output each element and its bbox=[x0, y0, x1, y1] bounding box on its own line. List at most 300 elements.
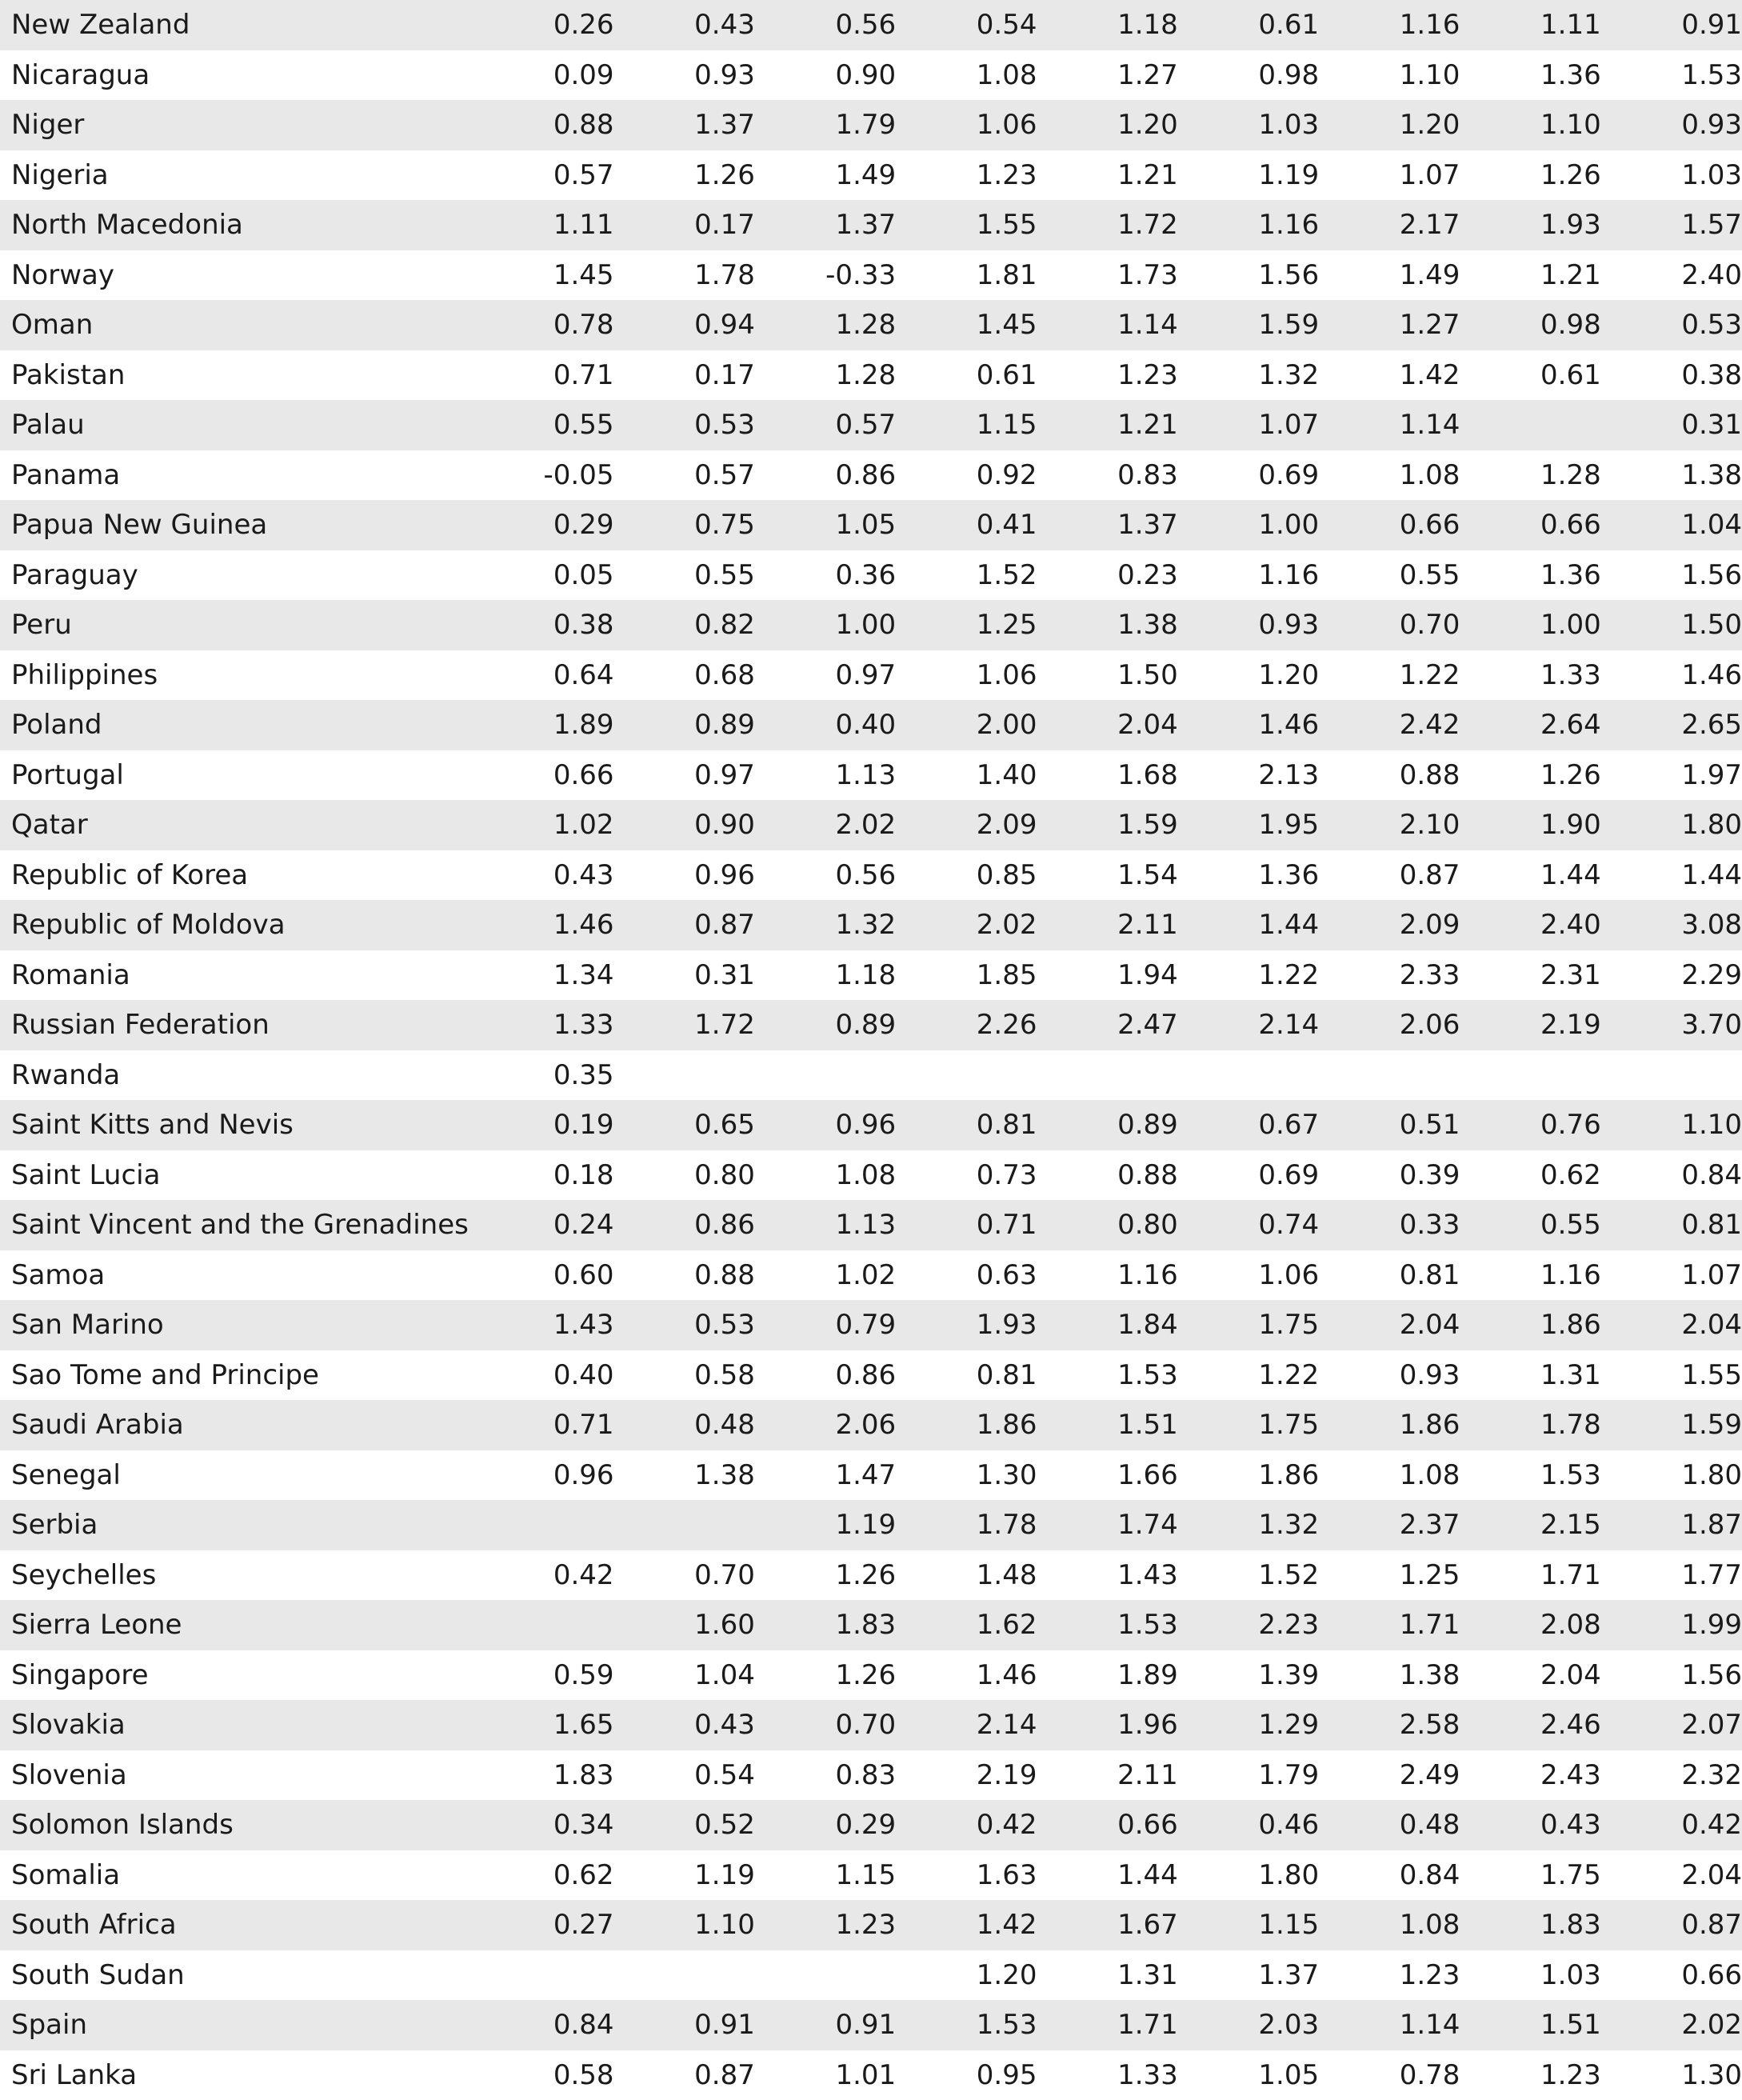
country-cell: Rwanda bbox=[0, 1059, 473, 1091]
table-row bbox=[0, 1600, 1742, 1650]
value-cell: 1.83 bbox=[473, 1759, 613, 1791]
value-cell: 1.28 bbox=[1460, 459, 1600, 491]
value-cell: 1.46 bbox=[473, 909, 613, 941]
value-cell: 1.31 bbox=[1460, 1359, 1600, 1391]
value-cell: 0.93 bbox=[614, 59, 755, 91]
value-cell: 0.88 bbox=[473, 109, 613, 141]
value-cell: 0.75 bbox=[614, 509, 755, 541]
value-cell: 0.89 bbox=[614, 709, 755, 741]
value-cell: 0.61 bbox=[896, 359, 1037, 391]
value-cell: 1.46 bbox=[1178, 709, 1319, 741]
country-cell: Samoa bbox=[0, 1259, 473, 1291]
value-cell: 1.32 bbox=[1178, 1509, 1319, 1541]
value-cell: 0.89 bbox=[1037, 1109, 1177, 1141]
value-cell: 0.57 bbox=[473, 159, 613, 191]
table-row bbox=[0, 500, 1742, 550]
country-cell: Solomon Islands bbox=[0, 1809, 473, 1841]
value-cell: 1.13 bbox=[755, 759, 896, 791]
value-cell: 1.08 bbox=[1319, 1909, 1460, 1941]
value-cell: 0.27 bbox=[473, 1909, 613, 1941]
country-cell: Sao Tome and Principe bbox=[0, 1359, 473, 1391]
value-cell: 0.70 bbox=[1319, 609, 1460, 641]
table-row bbox=[0, 1850, 1742, 1901]
value-cell: 0.70 bbox=[755, 1709, 896, 1741]
value-cell: 0.53 bbox=[614, 409, 755, 441]
value-cell: 2.14 bbox=[896, 1709, 1037, 1741]
value-cell: 0.58 bbox=[473, 2059, 613, 2091]
value-cell: 0.58 bbox=[614, 1359, 755, 1391]
table-row bbox=[0, 700, 1742, 750]
value-cell: 1.73 bbox=[1037, 259, 1177, 291]
value-cell: 0.31 bbox=[1601, 409, 1742, 441]
table-row bbox=[0, 1250, 1742, 1301]
value-cell: 1.79 bbox=[1178, 1759, 1319, 1791]
value-cell: 3.70 bbox=[1601, 1009, 1742, 1041]
value-cell: 0.24 bbox=[473, 1209, 613, 1241]
value-cell: 1.72 bbox=[1037, 209, 1177, 241]
value-cell: 1.21 bbox=[1037, 409, 1177, 441]
value-cell: 1.80 bbox=[1178, 1859, 1319, 1891]
value-cell: 1.42 bbox=[896, 1909, 1037, 1941]
value-cell: 0.17 bbox=[614, 359, 755, 391]
value-cell: 0.42 bbox=[1601, 1809, 1742, 1841]
value-cell: 1.25 bbox=[896, 609, 1037, 641]
value-cell: 1.03 bbox=[1460, 1959, 1600, 1991]
value-cell: 1.45 bbox=[896, 309, 1037, 341]
value-cell: 0.87 bbox=[1319, 859, 1460, 891]
value-cell: 1.32 bbox=[755, 909, 896, 941]
value-cell: 2.47 bbox=[1037, 1009, 1177, 1041]
country-cell: Senegal bbox=[0, 1459, 473, 1491]
value-cell: 0.18 bbox=[473, 1159, 613, 1191]
value-cell: 1.59 bbox=[1037, 809, 1177, 841]
value-cell: 2.46 bbox=[1460, 1709, 1600, 1741]
value-cell: 0.38 bbox=[473, 609, 613, 641]
table-row bbox=[0, 1800, 1742, 1850]
country-cell: Singapore bbox=[0, 1659, 473, 1691]
country-cell: South Africa bbox=[0, 1909, 473, 1941]
value-cell: 1.26 bbox=[755, 1659, 896, 1691]
value-cell: 1.34 bbox=[473, 959, 613, 991]
table-row bbox=[0, 100, 1742, 150]
value-cell: 1.32 bbox=[1178, 359, 1319, 391]
value-cell: 2.43 bbox=[1460, 1759, 1600, 1791]
value-cell: 0.66 bbox=[1460, 509, 1600, 541]
country-cell: Sierra Leone bbox=[0, 1609, 473, 1641]
value-cell: 1.25 bbox=[1319, 1559, 1460, 1591]
value-cell: 0.39 bbox=[1319, 1159, 1460, 1191]
value-cell: 2.04 bbox=[1319, 1309, 1460, 1341]
value-cell: 2.02 bbox=[896, 909, 1037, 941]
value-cell: 0.55 bbox=[614, 559, 755, 591]
value-cell: 1.23 bbox=[1037, 359, 1177, 391]
table-row bbox=[0, 200, 1742, 250]
table-row bbox=[0, 1750, 1742, 1801]
value-cell: 0.90 bbox=[614, 809, 755, 841]
value-cell: 1.13 bbox=[755, 1209, 896, 1241]
country-cell: Saudi Arabia bbox=[0, 1409, 473, 1441]
value-cell: 1.29 bbox=[1178, 1709, 1319, 1741]
table-row bbox=[0, 850, 1742, 901]
value-cell: 1.20 bbox=[1037, 109, 1177, 141]
table-row bbox=[0, 300, 1742, 350]
value-cell: 1.36 bbox=[1460, 559, 1600, 591]
value-cell: 0.26 bbox=[473, 9, 613, 41]
value-cell: 2.17 bbox=[1319, 209, 1460, 241]
value-cell: 1.31 bbox=[1037, 1959, 1177, 1991]
value-cell: 1.02 bbox=[473, 809, 613, 841]
value-cell: 1.78 bbox=[1460, 1409, 1600, 1441]
value-cell: 1.65 bbox=[473, 1709, 613, 1741]
table-row bbox=[0, 950, 1742, 1001]
value-cell: 0.43 bbox=[614, 1709, 755, 1741]
table-row bbox=[0, 150, 1742, 201]
value-cell: 0.74 bbox=[1178, 1209, 1319, 1241]
value-cell: 1.15 bbox=[755, 1859, 896, 1891]
value-cell: 0.55 bbox=[1460, 1209, 1600, 1241]
value-cell: 0.69 bbox=[1178, 459, 1319, 491]
country-cell: Russian Federation bbox=[0, 1009, 473, 1041]
value-cell: 1.81 bbox=[896, 259, 1037, 291]
value-cell: 1.37 bbox=[1178, 1959, 1319, 1991]
value-cell: 1.63 bbox=[896, 1859, 1037, 1891]
value-cell: 0.86 bbox=[755, 1359, 896, 1391]
value-cell: 0.46 bbox=[1178, 1809, 1319, 1841]
value-cell: 1.71 bbox=[1460, 1559, 1600, 1591]
value-cell: 0.19 bbox=[473, 1109, 613, 1141]
value-cell: 1.48 bbox=[896, 1559, 1037, 1591]
value-cell: 0.23 bbox=[1037, 559, 1177, 591]
value-cell: 1.00 bbox=[1460, 609, 1600, 641]
value-cell: 1.05 bbox=[1178, 2059, 1319, 2091]
country-cell: Papua New Guinea bbox=[0, 509, 473, 541]
country-cell: Saint Kitts and Nevis bbox=[0, 1109, 473, 1141]
value-cell: 1.42 bbox=[1319, 359, 1460, 391]
value-cell: 1.84 bbox=[1037, 1309, 1177, 1341]
value-cell: 0.38 bbox=[1601, 359, 1742, 391]
value-cell: 0.81 bbox=[896, 1359, 1037, 1391]
value-cell: 1.51 bbox=[1460, 2009, 1600, 2041]
value-cell: 2.08 bbox=[1460, 1609, 1600, 1641]
value-cell: 0.70 bbox=[614, 1559, 755, 1591]
value-cell: 0.81 bbox=[896, 1109, 1037, 1141]
value-cell: 0.61 bbox=[1178, 9, 1319, 41]
table-row bbox=[0, 1350, 1742, 1401]
value-cell: 1.75 bbox=[1178, 1409, 1319, 1441]
table-row bbox=[0, 1450, 1742, 1501]
value-cell: 1.36 bbox=[1460, 59, 1600, 91]
value-cell: 1.46 bbox=[1601, 659, 1742, 691]
value-cell: 1.56 bbox=[1601, 559, 1742, 591]
country-cell: Peru bbox=[0, 609, 473, 641]
value-cell: 1.04 bbox=[614, 1659, 755, 1691]
value-cell: 0.55 bbox=[473, 409, 613, 441]
value-cell: 2.33 bbox=[1319, 959, 1460, 991]
value-cell: 1.07 bbox=[1319, 159, 1460, 191]
value-cell: 0.51 bbox=[1319, 1109, 1460, 1141]
value-cell: 0.91 bbox=[614, 2009, 755, 2041]
value-cell: 1.52 bbox=[1178, 1559, 1319, 1591]
value-cell: 0.48 bbox=[1319, 1809, 1460, 1841]
value-cell: 0.09 bbox=[473, 59, 613, 91]
value-cell: 0.67 bbox=[1178, 1109, 1319, 1141]
value-cell: 0.56 bbox=[755, 859, 896, 891]
value-cell: 1.26 bbox=[1460, 159, 1600, 191]
value-cell: 0.52 bbox=[614, 1809, 755, 1841]
value-cell: 2.37 bbox=[1319, 1509, 1460, 1541]
value-cell: 0.29 bbox=[473, 509, 613, 541]
value-cell: 1.20 bbox=[1178, 659, 1319, 691]
value-cell: 2.03 bbox=[1178, 2009, 1319, 2041]
value-cell: 0.92 bbox=[896, 459, 1037, 491]
value-cell: 0.81 bbox=[1319, 1259, 1460, 1291]
value-cell: 1.90 bbox=[1460, 809, 1600, 841]
table-row bbox=[0, 1100, 1742, 1150]
table-row bbox=[0, 250, 1742, 301]
value-cell: 0.84 bbox=[1601, 1159, 1742, 1191]
value-cell: 1.16 bbox=[1178, 209, 1319, 241]
country-cell: Norway bbox=[0, 259, 473, 291]
value-cell: 1.75 bbox=[1460, 1859, 1600, 1891]
value-cell: 1.16 bbox=[1319, 9, 1460, 41]
value-cell: 1.62 bbox=[896, 1609, 1037, 1641]
value-cell: 1.30 bbox=[1601, 2059, 1742, 2091]
value-cell: 2.40 bbox=[1460, 909, 1600, 941]
value-cell: 1.43 bbox=[473, 1309, 613, 1341]
value-cell: 1.78 bbox=[614, 259, 755, 291]
value-cell: 0.76 bbox=[1460, 1109, 1600, 1141]
value-cell: 0.83 bbox=[1037, 459, 1177, 491]
value-cell: 2.19 bbox=[896, 1759, 1037, 1791]
table-row bbox=[0, 1050, 1742, 1101]
value-cell: 1.86 bbox=[1460, 1309, 1600, 1341]
value-cell: 1.59 bbox=[1178, 309, 1319, 341]
value-cell: 1.03 bbox=[1601, 159, 1742, 191]
value-cell: 1.72 bbox=[614, 1009, 755, 1041]
value-cell: 0.63 bbox=[896, 1259, 1037, 1291]
value-cell: 0.62 bbox=[473, 1859, 613, 1891]
country-cell: Philippines bbox=[0, 659, 473, 691]
country-cell: New Zealand bbox=[0, 9, 473, 41]
value-cell: 1.53 bbox=[1460, 1459, 1600, 1491]
value-cell: 1.94 bbox=[1037, 959, 1177, 991]
value-cell: 1.37 bbox=[755, 209, 896, 241]
value-cell: 2.02 bbox=[1601, 2009, 1742, 2041]
value-cell: 1.16 bbox=[1460, 1259, 1600, 1291]
value-cell: 0.42 bbox=[473, 1559, 613, 1591]
value-cell: 0.87 bbox=[1601, 1909, 1742, 1941]
table-row bbox=[0, 1550, 1742, 1601]
value-cell: 1.93 bbox=[1460, 209, 1600, 241]
value-cell: 1.16 bbox=[1037, 1259, 1177, 1291]
value-cell: 1.95 bbox=[1178, 809, 1319, 841]
table-row bbox=[0, 400, 1742, 450]
table-row bbox=[0, 1200, 1742, 1250]
value-cell: 1.06 bbox=[1178, 1259, 1319, 1291]
table-row bbox=[0, 1650, 1742, 1701]
value-cell: 1.27 bbox=[1319, 309, 1460, 341]
value-cell: 1.59 bbox=[1601, 1409, 1742, 1441]
value-cell: 0.87 bbox=[614, 2059, 755, 2091]
country-cell: Poland bbox=[0, 709, 473, 741]
value-cell: 2.04 bbox=[1601, 1859, 1742, 1891]
country-cell: Oman bbox=[0, 309, 473, 341]
value-cell: 0.17 bbox=[614, 209, 755, 241]
value-cell: 0.85 bbox=[896, 859, 1037, 891]
value-cell: 0.29 bbox=[755, 1809, 896, 1841]
value-cell: 1.10 bbox=[1319, 59, 1460, 91]
value-cell: 0.36 bbox=[755, 559, 896, 591]
country-cell: Paraguay bbox=[0, 559, 473, 591]
value-cell: 1.23 bbox=[896, 159, 1037, 191]
value-cell: 0.66 bbox=[1037, 1809, 1177, 1841]
value-cell: 1.66 bbox=[1037, 1459, 1177, 1491]
value-cell: 0.66 bbox=[1319, 509, 1460, 541]
value-cell: 0.54 bbox=[614, 1759, 755, 1791]
value-cell: 1.00 bbox=[1178, 509, 1319, 541]
value-cell: 1.05 bbox=[755, 509, 896, 541]
value-cell: -0.05 bbox=[473, 459, 613, 491]
value-cell: 1.89 bbox=[1037, 1659, 1177, 1691]
value-cell: 1.23 bbox=[1319, 1959, 1460, 1991]
value-cell: 1.99 bbox=[1601, 1609, 1742, 1641]
value-cell: 1.49 bbox=[1319, 259, 1460, 291]
value-cell: 1.20 bbox=[1319, 109, 1460, 141]
country-cell: Spain bbox=[0, 2009, 473, 2041]
value-cell: 0.81 bbox=[1601, 1209, 1742, 1241]
table-row bbox=[0, 2000, 1742, 2050]
value-cell: 2.40 bbox=[1601, 259, 1742, 291]
table-row bbox=[0, 600, 1742, 650]
table-row bbox=[0, 900, 1742, 950]
table-row bbox=[0, 1500, 1742, 1550]
value-cell: 0.57 bbox=[755, 409, 896, 441]
value-cell: 1.18 bbox=[755, 959, 896, 991]
value-cell: 1.74 bbox=[1037, 1509, 1177, 1541]
value-cell: 0.93 bbox=[1601, 109, 1742, 141]
value-cell: 0.94 bbox=[614, 309, 755, 341]
table-row bbox=[0, 550, 1742, 601]
value-cell: 1.68 bbox=[1037, 759, 1177, 791]
value-cell: 1.52 bbox=[896, 559, 1037, 591]
value-cell: 1.19 bbox=[755, 1509, 896, 1541]
value-cell: 0.95 bbox=[896, 2059, 1037, 2091]
table-row bbox=[0, 0, 1742, 50]
country-cell: Republic of Moldova bbox=[0, 909, 473, 941]
value-cell: 0.89 bbox=[755, 1009, 896, 1041]
value-cell: 0.83 bbox=[755, 1759, 896, 1791]
value-cell: 0.98 bbox=[1178, 59, 1319, 91]
value-cell: 2.19 bbox=[1460, 1009, 1600, 1041]
country-cell: Niger bbox=[0, 109, 473, 141]
value-cell: 2.04 bbox=[1460, 1659, 1600, 1691]
value-cell: 2.15 bbox=[1460, 1509, 1600, 1541]
country-cell: San Marino bbox=[0, 1309, 473, 1341]
value-cell: 0.69 bbox=[1178, 1159, 1319, 1191]
value-cell: 1.80 bbox=[1601, 1459, 1742, 1491]
value-cell: 1.00 bbox=[755, 609, 896, 641]
country-cell: Seychelles bbox=[0, 1559, 473, 1591]
value-cell: 0.05 bbox=[473, 559, 613, 591]
value-cell: 1.44 bbox=[1178, 909, 1319, 941]
value-cell: 0.31 bbox=[614, 959, 755, 991]
country-cell: Slovenia bbox=[0, 1759, 473, 1791]
value-cell: 1.44 bbox=[1460, 859, 1600, 891]
value-cell: 1.71 bbox=[1319, 1609, 1460, 1641]
value-cell: 0.90 bbox=[755, 59, 896, 91]
value-cell: 1.26 bbox=[755, 1559, 896, 1591]
table-row bbox=[0, 1400, 1742, 1450]
value-cell: 0.98 bbox=[1460, 309, 1600, 341]
value-cell: 1.43 bbox=[1037, 1559, 1177, 1591]
value-cell: 0.60 bbox=[473, 1259, 613, 1291]
table-row bbox=[0, 2050, 1742, 2100]
value-cell: 0.93 bbox=[1319, 1359, 1460, 1391]
value-cell: 1.22 bbox=[1319, 659, 1460, 691]
value-cell: 1.10 bbox=[1460, 109, 1600, 141]
value-cell: 0.53 bbox=[614, 1309, 755, 1341]
value-cell: 1.20 bbox=[896, 1959, 1037, 1991]
value-cell: 0.43 bbox=[614, 9, 755, 41]
value-cell: 0.57 bbox=[614, 459, 755, 491]
country-cell: North Macedonia bbox=[0, 209, 473, 241]
country-cell: Qatar bbox=[0, 809, 473, 841]
value-cell: 0.96 bbox=[614, 859, 755, 891]
value-cell: 0.33 bbox=[1319, 1209, 1460, 1241]
value-cell: 0.56 bbox=[755, 9, 896, 41]
value-cell: 1.89 bbox=[473, 709, 613, 741]
value-cell: 2.02 bbox=[755, 809, 896, 841]
value-cell: 1.75 bbox=[1178, 1309, 1319, 1341]
country-cell: Palau bbox=[0, 409, 473, 441]
value-cell: 1.56 bbox=[1601, 1659, 1742, 1691]
value-cell: 0.62 bbox=[1460, 1159, 1600, 1191]
table-row bbox=[0, 1000, 1742, 1050]
value-cell: 1.27 bbox=[1037, 59, 1177, 91]
value-cell: 0.66 bbox=[473, 759, 613, 791]
value-cell: 0.78 bbox=[1319, 2059, 1460, 2091]
value-cell: 1.71 bbox=[1037, 2009, 1177, 2041]
value-cell: 1.06 bbox=[896, 109, 1037, 141]
value-cell: 1.15 bbox=[1178, 1909, 1319, 1941]
value-cell: 1.22 bbox=[1178, 1359, 1319, 1391]
value-cell: 1.40 bbox=[896, 759, 1037, 791]
value-cell: 1.16 bbox=[1178, 559, 1319, 591]
table-row bbox=[0, 1150, 1742, 1201]
value-cell: 1.07 bbox=[1601, 1259, 1742, 1291]
value-cell: 1.37 bbox=[1037, 509, 1177, 541]
value-cell: 1.14 bbox=[1037, 309, 1177, 341]
value-cell: 1.36 bbox=[1178, 859, 1319, 891]
value-cell: 1.28 bbox=[755, 309, 896, 341]
value-cell: 1.51 bbox=[1037, 1409, 1177, 1441]
value-cell: 2.04 bbox=[1601, 1309, 1742, 1341]
value-cell: 1.38 bbox=[1601, 459, 1742, 491]
value-cell: 1.86 bbox=[896, 1409, 1037, 1441]
value-cell: 1.93 bbox=[896, 1309, 1037, 1341]
value-cell: 0.96 bbox=[755, 1109, 896, 1141]
value-cell: 1.86 bbox=[1319, 1409, 1460, 1441]
value-cell: 1.78 bbox=[896, 1509, 1037, 1541]
value-cell: 1.03 bbox=[1178, 109, 1319, 141]
value-cell: 1.55 bbox=[896, 209, 1037, 241]
country-cell: Slovakia bbox=[0, 1709, 473, 1741]
value-cell: 2.06 bbox=[1319, 1009, 1460, 1041]
country-cell: Panama bbox=[0, 459, 473, 491]
country-cell: Nigeria bbox=[0, 159, 473, 191]
value-cell: 1.53 bbox=[1037, 1609, 1177, 1641]
value-cell: 0.65 bbox=[614, 1109, 755, 1141]
